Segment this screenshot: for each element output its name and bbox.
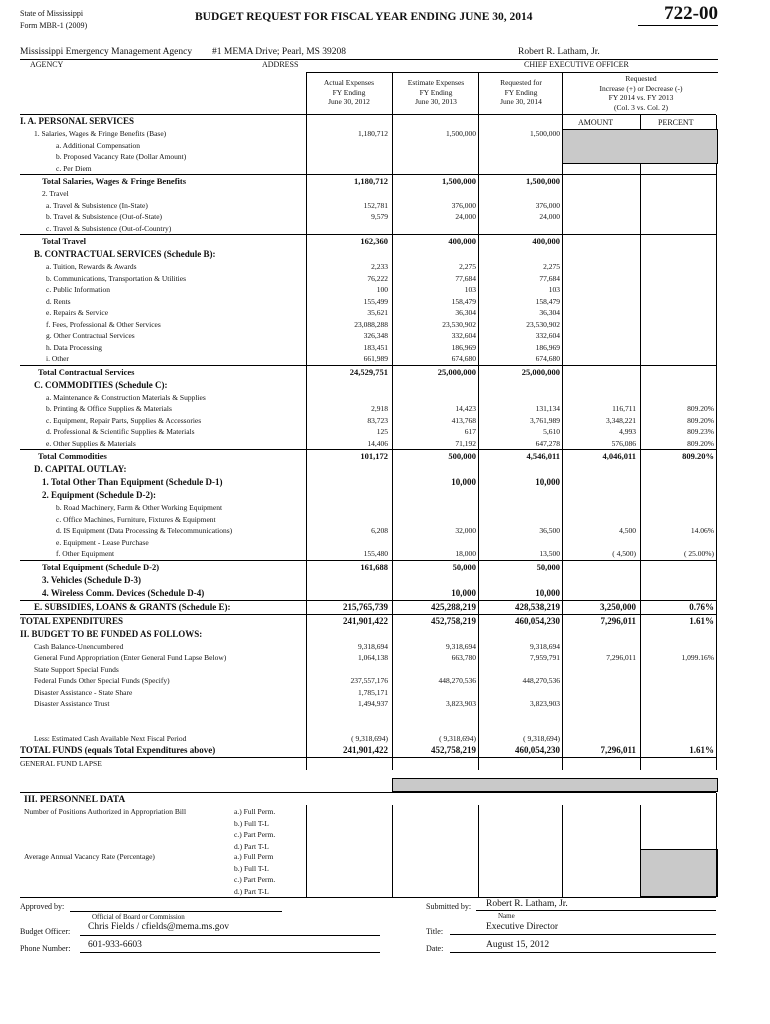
row-value-c3: 376,000 bbox=[535, 200, 560, 210]
official-label: Official of Board or Commission bbox=[92, 913, 185, 921]
row-label: 1. Salaries, Wages & Fringe Benefits (Base) bbox=[34, 129, 167, 138]
row-label: c. Equipment, Repair Parts, Supplies & Accessories bbox=[46, 415, 202, 425]
row-value-c1: ( 9,318,694) bbox=[351, 733, 388, 743]
row-value-c2: 36,304 bbox=[455, 308, 476, 317]
table-row bbox=[20, 379, 716, 392]
table-row bbox=[20, 587, 716, 600]
row-label: b. Printing & Office Supplies & Materials bbox=[46, 404, 172, 413]
row-value-c2: 25,000,000 bbox=[437, 366, 476, 377]
personnel-section bbox=[20, 792, 716, 898]
row-value-c3: 36,500 bbox=[539, 526, 560, 535]
form-label: Form MBR-1 (2009) bbox=[20, 21, 88, 30]
table-row bbox=[20, 188, 716, 200]
row-value-c3: ( 9,318,694) bbox=[523, 733, 560, 743]
row-value-c5: 14.06% bbox=[690, 526, 714, 535]
personnel-title: III. PERSONNEL DATA bbox=[24, 795, 126, 805]
row-value-c2: 32,000 bbox=[455, 526, 476, 535]
row-label: 1. Total Other Than Equipment (Schedule D-1) bbox=[42, 477, 223, 487]
row-label: Federal Funds Other Special Funds (Specify) bbox=[34, 676, 170, 685]
row-value-c1: 76,222 bbox=[367, 273, 388, 283]
row-label: b. Proposed Vacancy Rate (Dollar Amount) bbox=[56, 152, 187, 161]
row-label: a. Travel & Subsistence (In-State) bbox=[46, 200, 148, 210]
agency-name: Mississippi Emergency Management Agency bbox=[20, 47, 193, 57]
col2-header: Estimate Expenses FY Ending June 30, 2013 bbox=[407, 78, 465, 106]
row-label: 3. Vehicles (Schedule D-3) bbox=[42, 574, 141, 585]
row-value-c1: 83,723 bbox=[367, 415, 388, 425]
row-value-c4: 3,250,000 bbox=[600, 601, 636, 612]
row-value-c1: 2,918 bbox=[371, 404, 388, 413]
row-value-c3: 9,318,694 bbox=[530, 641, 560, 651]
row-label: 2. Travel bbox=[42, 189, 69, 198]
row-value-c4: 116,711 bbox=[612, 404, 636, 413]
table-row bbox=[20, 687, 716, 699]
row-label: a. Additional Compensation bbox=[56, 140, 140, 150]
row-label: 2. Equipment (Schedule D-2): bbox=[42, 490, 157, 500]
executive-name: Robert R. Latham, Jr. bbox=[518, 47, 600, 57]
table-row bbox=[20, 342, 716, 354]
row-label: Cash Balance-Unencumbered bbox=[34, 641, 124, 651]
row-value-c1: 6,208 bbox=[371, 526, 388, 535]
row-value-c3: 460,054,230 bbox=[515, 615, 560, 626]
row-value-c2: 9,318,694 bbox=[446, 641, 476, 651]
row-value-c5: 809.20% bbox=[687, 404, 714, 413]
row-label: h. Data Processing bbox=[46, 342, 103, 352]
table-row bbox=[20, 449, 716, 463]
row-value-c4: 7,296,011 bbox=[600, 745, 636, 755]
row-value-c4: 7,296,011 bbox=[606, 653, 636, 662]
table-row bbox=[20, 489, 716, 502]
row-value-c1: 1,064,138 bbox=[358, 653, 388, 662]
row-value-c2: 663,780 bbox=[451, 653, 476, 662]
row-value-c1: 155,499 bbox=[363, 296, 388, 306]
table-row bbox=[20, 641, 716, 653]
row-label: e. Repairs & Service bbox=[46, 308, 109, 317]
row-label: c. Per Diem bbox=[56, 163, 92, 173]
table-row bbox=[20, 248, 716, 261]
row-label: c. Public Information bbox=[46, 285, 110, 294]
submitted-label: Submitted by: bbox=[426, 902, 472, 911]
row-value-c5: 809.20% bbox=[687, 438, 714, 448]
row-label: d. Professional & Scientific Supplies & Materials bbox=[46, 427, 195, 436]
percent-header: PERCENT bbox=[658, 118, 694, 127]
row-label: TOTAL EXPENDITURES bbox=[20, 615, 123, 626]
row-value-c3: 3,823,903 bbox=[530, 699, 560, 708]
row-value-c5: ( 25.00%) bbox=[684, 549, 714, 558]
form-number: 722-00 bbox=[638, 3, 718, 26]
row-value-c3: 50,000 bbox=[536, 561, 560, 572]
table-row bbox=[20, 353, 716, 365]
row-value-c1: 14,406 bbox=[367, 438, 388, 448]
table-row bbox=[20, 628, 716, 641]
row-value-c2: 674,680 bbox=[451, 354, 476, 363]
agency-label: AGENCY bbox=[30, 60, 64, 69]
row-value-c1: 23,088,288 bbox=[354, 319, 388, 329]
state-label: State of Mississippi bbox=[20, 9, 84, 18]
table-row bbox=[20, 548, 716, 560]
row-label: 4. Wireless Comm. Devices (Schedule D-4) bbox=[42, 587, 205, 598]
row-label: E. SUBSIDIES, LOANS & GRANTS (Schedule E): bbox=[34, 601, 231, 612]
row-value-c1: 326,348 bbox=[363, 331, 388, 340]
table-row bbox=[20, 163, 716, 175]
row-value-c3: 36,304 bbox=[539, 308, 560, 317]
row-label: b. Communications, Transportation & Utilities bbox=[46, 273, 187, 283]
shaded-block-lapse bbox=[392, 778, 718, 792]
row-value-c3: 448,270,536 bbox=[522, 676, 560, 685]
row-value-c2: 2,275 bbox=[459, 262, 476, 271]
budget-officer-value: Chris Fields / cfields@mema.ms.gov bbox=[88, 922, 229, 932]
row-value-c1: 237,557,176 bbox=[350, 676, 388, 685]
row-value-c1: 100 bbox=[376, 285, 388, 294]
row-label: TOTAL FUNDS (equals Total Expenditures above) bbox=[20, 745, 216, 755]
shaded-block-personal bbox=[562, 129, 718, 164]
row-label: I. A. PERSONAL SERVICES bbox=[20, 116, 134, 126]
row-value-c1: 161,688 bbox=[360, 561, 388, 572]
row-label: Total Equipment (Schedule D-2) bbox=[42, 561, 160, 572]
row-value-c2: 77,684 bbox=[455, 273, 476, 283]
row-value-c3: 400,000 bbox=[532, 236, 560, 246]
row-value-c3: 5,610 bbox=[543, 427, 560, 436]
row-label: Total Travel bbox=[42, 236, 86, 246]
row-value-c3: 24,000 bbox=[539, 212, 560, 221]
row-label: f. Other Equipment bbox=[56, 549, 115, 558]
row-value-c3: 1,500,000 bbox=[526, 176, 560, 186]
row-value-c2: 3,823,903 bbox=[446, 699, 476, 708]
table-row bbox=[20, 438, 716, 450]
row-value-c2: 332,604 bbox=[451, 331, 476, 340]
row-value-c4: 4,500 bbox=[619, 526, 636, 535]
table-row bbox=[20, 733, 716, 745]
row-value-c1: 162,360 bbox=[360, 236, 388, 246]
table-row bbox=[20, 174, 716, 188]
submitted-value: Robert R. Latham, Jr. bbox=[486, 899, 568, 909]
row-value-c4: ( 4,500) bbox=[612, 549, 636, 558]
row-value-c3: 10,000 bbox=[535, 587, 560, 598]
table-row bbox=[20, 426, 716, 438]
row-label: g. Other Contractual Services bbox=[46, 331, 135, 340]
table-row bbox=[20, 415, 716, 427]
col1-header: Actual Expenses FY Ending June 30, 2012 bbox=[323, 78, 375, 106]
date-label: Date: bbox=[426, 944, 444, 953]
table-row bbox=[20, 757, 716, 770]
row-value-c1: 125 bbox=[376, 427, 388, 436]
row-value-c3: 7,959,791 bbox=[530, 653, 560, 662]
row-value-c4: 576,086 bbox=[611, 438, 636, 448]
row-value-c3: 332,604 bbox=[535, 331, 560, 340]
row-value-c3: 77,684 bbox=[539, 273, 560, 283]
row-label: B. CONTRACTUAL SERVICES (Schedule B): bbox=[34, 249, 216, 259]
name-label: Name bbox=[498, 912, 515, 920]
row-label: c. Travel & Subsistence (Out-of-Country) bbox=[46, 223, 172, 233]
row-value-c5: 1.61% bbox=[689, 615, 714, 626]
row-value-c2: 400,000 bbox=[448, 236, 476, 246]
table-row bbox=[20, 721, 716, 733]
row-value-c4: 7,296,011 bbox=[600, 615, 636, 626]
row-value-c1: 1,785,171 bbox=[358, 687, 388, 697]
table-row bbox=[20, 698, 716, 710]
table-row bbox=[20, 307, 716, 319]
row-value-c2: 500,000 bbox=[448, 451, 476, 461]
row-value-c1: 1,494,937 bbox=[358, 699, 388, 708]
row-value-c3: 131,134 bbox=[535, 404, 560, 413]
row-value-c3: 2,275 bbox=[543, 262, 560, 271]
row-value-c5: 809.20% bbox=[682, 451, 714, 461]
row-value-c1: 9,318,694 bbox=[358, 641, 388, 651]
row-value-c5: 809.20% bbox=[687, 415, 714, 425]
row-value-c2: 103 bbox=[464, 285, 476, 294]
table-row bbox=[20, 664, 716, 676]
col3-header: Requested for FY Ending June 30, 2014 bbox=[500, 78, 542, 106]
row-value-c4: 4,046,011 bbox=[602, 451, 636, 461]
row-value-c2: 448,270,536 bbox=[438, 676, 476, 685]
table-row bbox=[20, 200, 716, 212]
row-label: General Fund Appropriation (Enter General Fund Lapse Below) bbox=[34, 653, 227, 662]
row-value-c1: 183,451 bbox=[363, 342, 388, 352]
phone-value: 601-933-6603 bbox=[88, 940, 142, 950]
row-label: e. Equipment - Lease Purchase bbox=[56, 537, 149, 547]
executive-label: CHIEF EXECUTIVE OFFICER bbox=[524, 60, 629, 69]
row-label: b. Travel & Subsistence (Out-of-State) bbox=[46, 212, 163, 221]
row-label: d. IS Equipment (Data Processing & Telecommunications) bbox=[56, 526, 233, 535]
row-label: State Support Special Funds bbox=[34, 664, 119, 674]
row-label: II. BUDGET TO BE FUNDED AS FOLLOWS: bbox=[20, 628, 203, 639]
row-value-c3: 13,500 bbox=[539, 549, 560, 558]
row-label: f. Fees, Professional & Other Services bbox=[46, 319, 161, 329]
title-value: Executive Director bbox=[486, 922, 559, 932]
row-value-c5: 0.76% bbox=[689, 601, 714, 612]
table-row bbox=[20, 600, 716, 614]
page-title: BUDGET REQUEST FOR FISCAL YEAR ENDING JUNE 30, 2014 bbox=[195, 11, 533, 23]
row-value-c2: 186,969 bbox=[451, 342, 476, 352]
approved-by-label: Approved by: bbox=[20, 902, 65, 911]
row-label: Total Salaries, Wages & Fringe Benefits bbox=[42, 176, 187, 186]
row-value-c4: 4,993 bbox=[619, 427, 636, 436]
row-value-c1: 101,172 bbox=[360, 451, 388, 461]
row-value-c3: 25,000,000 bbox=[521, 366, 560, 377]
row-value-c2: 617 bbox=[464, 427, 476, 436]
row-label: a. Tuition, Rewards & Awards bbox=[46, 262, 137, 271]
table-row bbox=[20, 296, 716, 308]
phone-label: Phone Number: bbox=[20, 944, 71, 953]
table-row bbox=[20, 223, 716, 235]
row-value-c2: ( 9,318,694) bbox=[439, 733, 476, 743]
row-label: c. Office Machines, Furniture, Fixtures & Equipment bbox=[56, 514, 216, 524]
row-value-c5: 1.61% bbox=[689, 745, 714, 755]
table-row bbox=[20, 560, 716, 574]
address-label: ADDRESS bbox=[262, 60, 299, 69]
table-row bbox=[20, 525, 716, 537]
row-value-c3: 186,969 bbox=[535, 342, 560, 352]
row-label: D. CAPITAL OUTLAY: bbox=[34, 464, 127, 474]
table-row bbox=[20, 211, 716, 223]
amount-header: AMOUNT bbox=[578, 118, 614, 127]
table-row bbox=[20, 115, 716, 128]
table-row bbox=[20, 365, 716, 379]
row-value-c2: 1,500,000 bbox=[442, 176, 476, 186]
row-label: Disaster Assistance Trust bbox=[34, 699, 110, 708]
row-value-c5: 809.23% bbox=[687, 427, 714, 436]
row-value-c2: 24,000 bbox=[455, 212, 476, 221]
row-label: b. Road Machinery, Farm & Other Working Equipment bbox=[56, 503, 223, 512]
table-row bbox=[20, 614, 716, 628]
table-row bbox=[20, 675, 716, 687]
row-value-c2: 452,758,219 bbox=[431, 745, 476, 755]
row-value-c2: 10,000 bbox=[451, 587, 476, 598]
row-value-c3: 460,054,230 bbox=[515, 745, 560, 755]
row-value-c3: 647,278 bbox=[535, 438, 560, 448]
table-row bbox=[20, 319, 716, 331]
row-value-c3: 1,500,000 bbox=[530, 129, 560, 138]
row-value-c2: 376,000 bbox=[451, 200, 476, 210]
row-value-c3: 3,761,989 bbox=[530, 415, 560, 425]
table-row bbox=[20, 261, 716, 273]
row-label: e. Other Supplies & Materials bbox=[46, 438, 136, 448]
row-value-c2: 425,288,219 bbox=[431, 601, 476, 612]
table-row bbox=[20, 284, 716, 296]
row-value-c5: 1,099.16% bbox=[681, 653, 714, 662]
table-row bbox=[20, 330, 716, 342]
table-row bbox=[20, 537, 716, 549]
row-value-c2: 413,768 bbox=[451, 415, 476, 425]
vacancy-label: Average Annual Vacancy Rate (Percentage) bbox=[24, 852, 155, 861]
row-value-c1: 152,781 bbox=[363, 200, 388, 210]
row-value-c3: 23,530,902 bbox=[526, 319, 560, 329]
table-row bbox=[20, 463, 716, 476]
row-value-c3: 10,000 bbox=[535, 477, 560, 487]
row-label: C. COMMODITIES (Schedule C): bbox=[34, 379, 168, 390]
row-value-c1: 661,989 bbox=[363, 354, 388, 363]
row-value-c1: 215,765,739 bbox=[343, 601, 388, 612]
row-value-c3: 158,479 bbox=[535, 296, 560, 306]
row-value-c1: 35,621 bbox=[367, 308, 388, 317]
row-value-c2: 10,000 bbox=[451, 477, 476, 487]
table-row bbox=[20, 273, 716, 285]
row-value-c1: 241,901,422 bbox=[343, 745, 388, 755]
row-value-c4: 3,348,221 bbox=[606, 415, 636, 425]
table-row bbox=[20, 744, 716, 757]
row-value-c1: 2,233 bbox=[371, 262, 388, 271]
agency-address: #1 MEMA Drive; Pearl, MS 39208 bbox=[212, 47, 347, 57]
row-value-c1: 1,180,712 bbox=[354, 176, 388, 186]
row-label: GENERAL FUND LAPSE bbox=[20, 759, 102, 768]
row-value-c2: 18,000 bbox=[455, 549, 476, 558]
row-label: i. Other bbox=[46, 354, 69, 363]
date-value: August 15, 2012 bbox=[486, 940, 550, 950]
table-row bbox=[20, 476, 716, 489]
row-value-c2: 50,000 bbox=[452, 561, 476, 572]
row-value-c2: 1,500,000 bbox=[446, 129, 476, 138]
row-value-c1: 241,901,422 bbox=[343, 615, 388, 626]
table-row bbox=[20, 710, 716, 722]
position-types: a.) Full Perm. b.) Full T-L c.) Part Perm. d.) Part T-L bbox=[234, 807, 276, 851]
row-label: Disaster Assistance - State Share bbox=[34, 687, 133, 697]
row-value-c1: 1,180,712 bbox=[358, 129, 388, 138]
table-row bbox=[20, 514, 716, 526]
table-row bbox=[20, 574, 716, 587]
row-label: d. Rents bbox=[46, 296, 71, 306]
table-row bbox=[20, 652, 716, 664]
budget-officer-label: Budget Officer: bbox=[20, 927, 71, 936]
row-label: a. Maintenance & Construction Materials & Supplies bbox=[46, 392, 206, 402]
table-row bbox=[20, 234, 716, 248]
row-value-c3: 4,546,011 bbox=[526, 451, 560, 461]
row-value-c3: 674,680 bbox=[535, 354, 560, 363]
budget-table bbox=[20, 114, 716, 770]
row-value-c2: 23,530,902 bbox=[442, 319, 476, 329]
row-value-c1: 9,579 bbox=[371, 212, 388, 221]
row-label: Total Commodities bbox=[38, 451, 107, 461]
row-value-c2: 14,423 bbox=[455, 404, 476, 413]
row-value-c2: 71,192 bbox=[455, 438, 476, 448]
table-row bbox=[20, 403, 716, 415]
table-row bbox=[20, 502, 716, 514]
row-value-c3: 428,538,219 bbox=[515, 601, 560, 612]
row-label: Less: Estimated Cash Available Next Fiscal Period bbox=[34, 733, 187, 743]
row-value-c3: 103 bbox=[548, 285, 560, 294]
table-row bbox=[20, 392, 716, 404]
row-value-c2: 452,758,219 bbox=[431, 615, 476, 626]
row-label: Total Contractual Services bbox=[38, 366, 135, 377]
title-label: Title: bbox=[426, 927, 444, 936]
row-value-c1: 24,529,751 bbox=[349, 366, 388, 377]
col4-header: Requested Increase (+) or Decrease (-) FY 2014 vs. FY 2013 (Col. 3 vs. Col. 2) bbox=[599, 74, 683, 112]
vacancy-types: a.) Full Perm b.) Full T-L c.) Part Perm. d.) Part T-L bbox=[234, 852, 276, 896]
row-value-c1: 155,480 bbox=[363, 549, 388, 558]
row-value-c2: 158,479 bbox=[451, 296, 476, 306]
positions-label: Number of Positions Authorized in Appropriation Bill bbox=[24, 807, 187, 816]
